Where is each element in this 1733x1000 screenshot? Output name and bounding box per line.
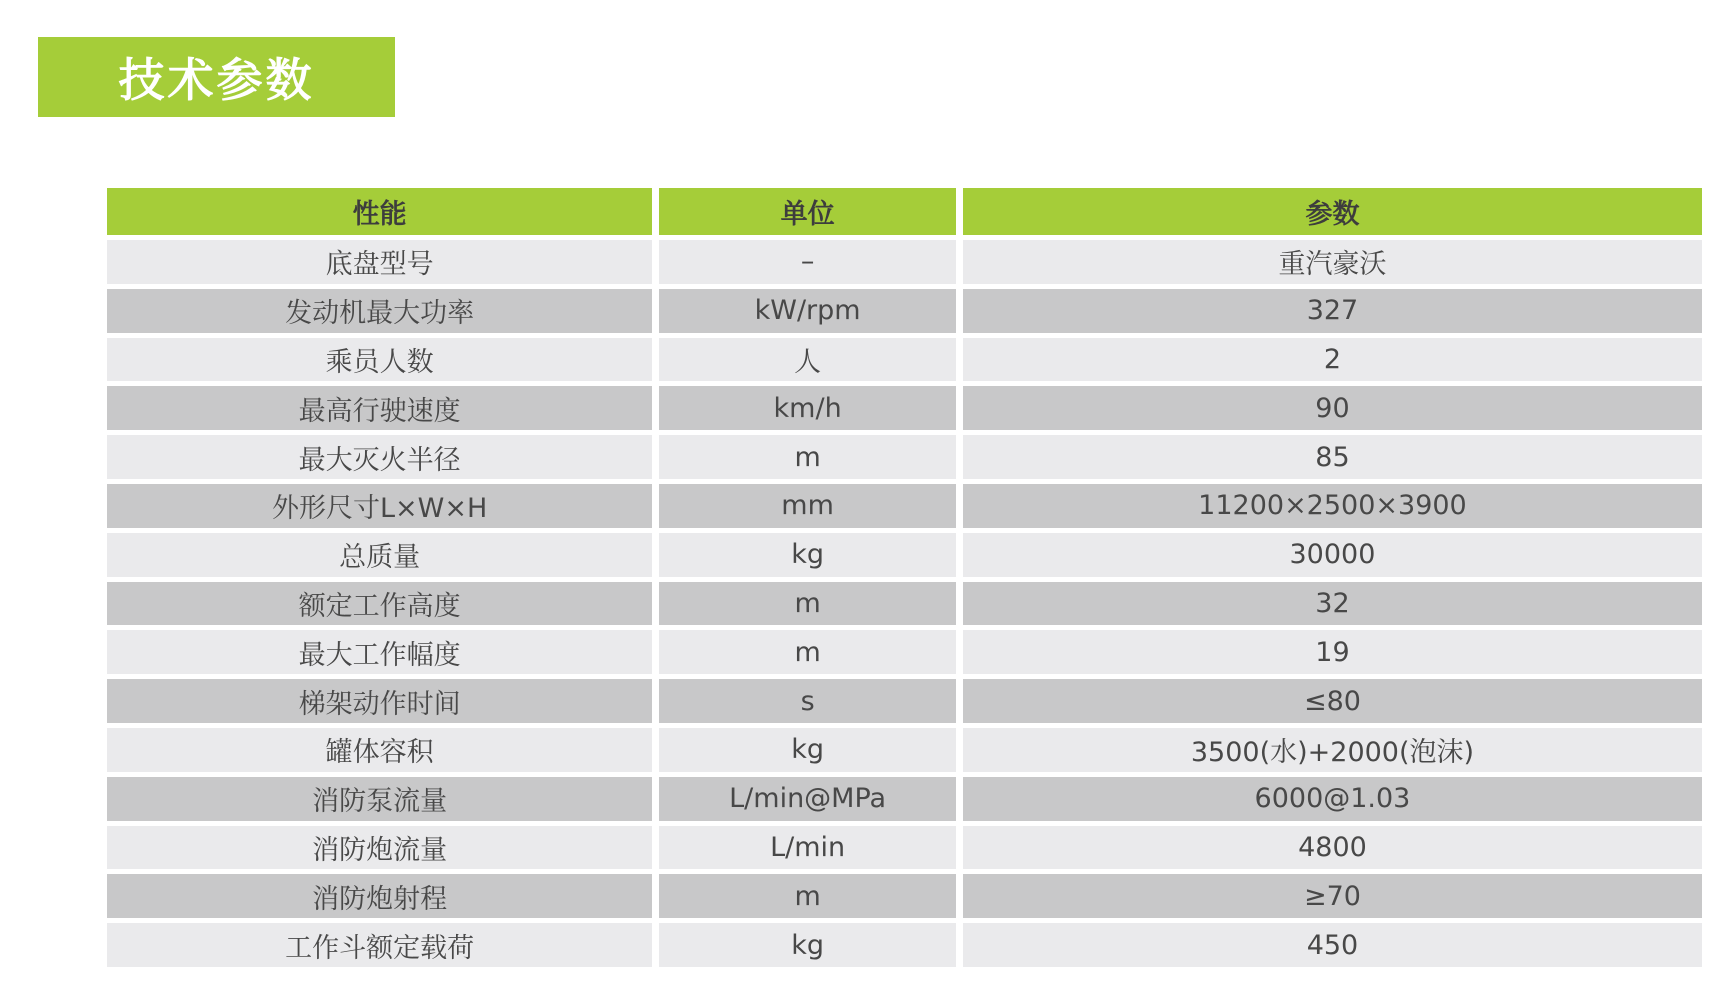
spec-name-cell: 乘员人数 <box>107 338 652 382</box>
header-performance: 性能 <box>107 188 652 235</box>
unit-cell: s <box>659 679 956 723</box>
spec-name-cell: 外形尺寸L×W×H <box>107 484 652 528</box>
header-parameter: 参数 <box>963 188 1702 235</box>
section-title: 技术参数 <box>118 53 315 107</box>
value-cell: 4800 <box>963 826 1702 870</box>
unit-cell: 人 <box>659 338 956 382</box>
value-cell: 19 <box>963 630 1702 674</box>
spec-name-cell: 最大灭火半径 <box>107 435 652 479</box>
unit-cell: kg <box>659 728 956 772</box>
unit-cell: mm <box>659 484 956 528</box>
value-cell: ≥70 <box>963 874 1702 918</box>
value-cell: 6000@1.03 <box>963 777 1702 821</box>
unit-cell: kg <box>659 533 956 577</box>
spec-name-cell: 最大工作幅度 <box>107 630 652 674</box>
unit-cell: kW/rpm <box>659 289 956 333</box>
unit-cell: L/min <box>659 826 956 870</box>
unit-cell: m <box>659 435 956 479</box>
spec-name-cell: 最高行驶速度 <box>107 386 652 430</box>
spec-name-cell: 梯架动作时间 <box>107 679 652 723</box>
value-cell: 30000 <box>963 533 1702 577</box>
header-unit: 单位 <box>659 188 956 235</box>
unit-cell: m <box>659 874 956 918</box>
spec-name-cell: 底盘型号 <box>107 240 652 284</box>
spec-name-cell: 发动机最大功率 <box>107 289 652 333</box>
unit-cell: km/h <box>659 386 956 430</box>
value-cell: 32 <box>963 582 1702 626</box>
value-cell: 450 <box>963 923 1702 967</box>
spec-name-cell: 消防炮流量 <box>107 826 652 870</box>
value-cell: ≤80 <box>963 679 1702 723</box>
unit-cell: m <box>659 630 956 674</box>
value-cell: 85 <box>963 435 1702 479</box>
value-cell: 3500(水)+2000(泡沫) <box>963 728 1702 772</box>
spec-name-cell: 消防泵流量 <box>107 777 652 821</box>
spec-name-cell: 总质量 <box>107 533 652 577</box>
value-cell: 11200×2500×3900 <box>963 484 1702 528</box>
spec-name-cell: 额定工作高度 <box>107 582 652 626</box>
value-cell: 2 <box>963 338 1702 382</box>
value-cell: 90 <box>963 386 1702 430</box>
unit-cell: kg <box>659 923 956 967</box>
value-cell: 327 <box>963 289 1702 333</box>
spec-name-cell: 消防炮射程 <box>107 874 652 918</box>
spec-name-cell: 罐体容积 <box>107 728 652 772</box>
unit-cell: m <box>659 582 956 626</box>
unit-cell: L/min@MPa <box>659 777 956 821</box>
unit-cell: – <box>659 240 956 284</box>
spec-table <box>107 188 1702 967</box>
value-cell: 重汽豪沃 <box>963 240 1702 284</box>
section-title-badge <box>38 37 395 117</box>
spec-name-cell: 工作斗额定载荷 <box>107 923 652 967</box>
